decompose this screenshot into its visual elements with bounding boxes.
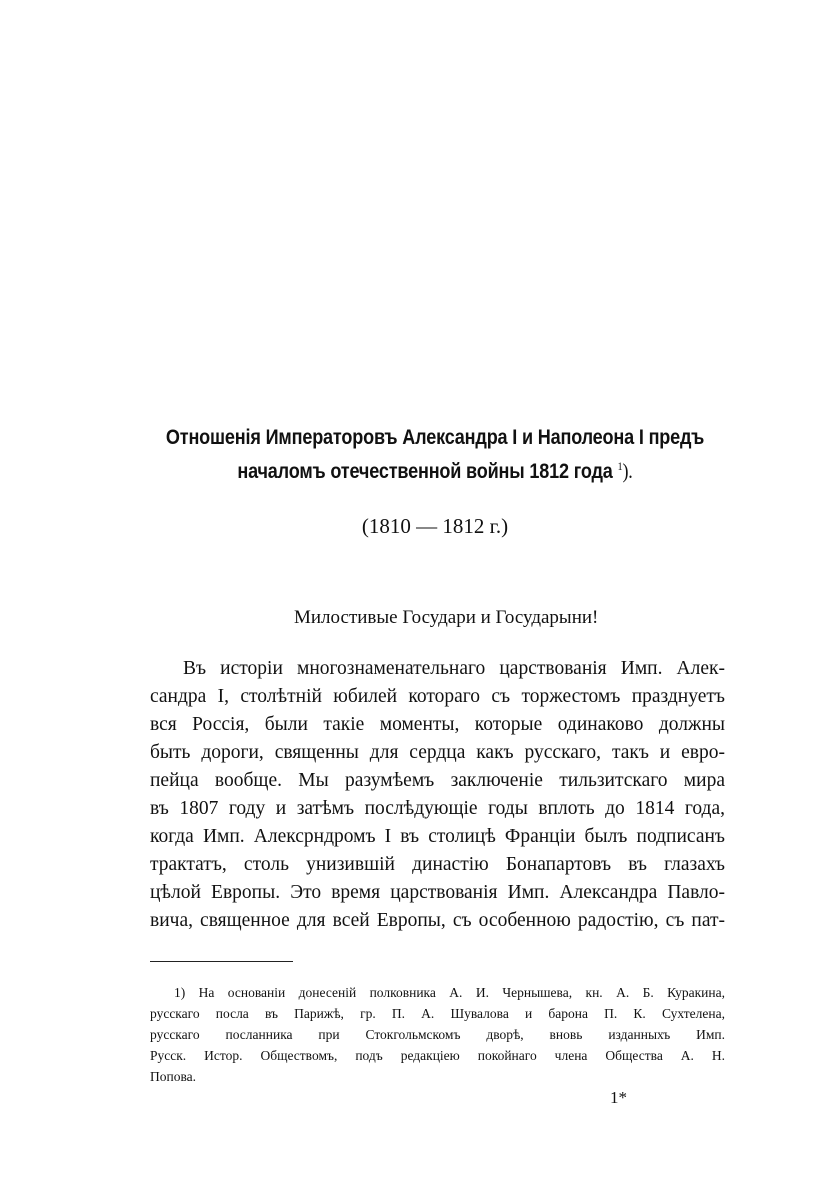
body-line: въ 1807 году и затѣмъ послѣдующіе годы вплоть до 1814 года, [150, 798, 725, 819]
heading-line-2-text: началомъ отечественной войны 1812 года [237, 460, 613, 483]
heading-line-1 [147, 426, 723, 450]
body-line: вся Россія, были такіе моменты, которые одинаково должны [150, 714, 725, 735]
footnote-line [174, 985, 725, 1001]
heading-line-1-text: Отношенія Императоровъ Александра I и Наполеона I предъ [165, 426, 705, 449]
body-line: когда Имп. Алексрндромъ I въ столицѣ Франціи былъ подписанъ [150, 826, 725, 847]
body-line: цѣлой Европы. Это время царствованія Имп. Александра Павло- [150, 882, 725, 903]
body-line: пейца вообще. Мы разумѣемъ заключеніе тильзитскаго мира [150, 770, 725, 791]
heading-line-2 [147, 459, 723, 484]
body-line: трактатъ, столь унизившій династію Бонапартовъ въ глазахъ [150, 854, 725, 875]
heading-footnote-mark: 1 [617, 459, 623, 473]
footnote-line: русскаго посланника при Стокгольмскомъ дворѣ, вновь изданныхъ Имп. [150, 1027, 725, 1042]
body-line: быть дороги, священны для сердца какъ русскаго, такъ и евро- [150, 742, 725, 763]
date-range: (1810 — 1812 г.) [361, 514, 509, 538]
heading-closing-paren: ). [622, 459, 633, 483]
footnote-line: Русск. Истор. Обществомъ, подъ редакціею покойнаго члена Общества А. Н. [150, 1048, 725, 1063]
footnote-divider [150, 961, 293, 962]
salutation: Милостивые Государи и Государыни! [294, 607, 599, 628]
page-number: 1* [610, 1088, 627, 1107]
footnote-line-text: На основаніи донесеній полковника А. И. Чернышева, кн. А. Б. Куракина, [198, 985, 725, 1000]
body-line: сандра I, столѣтній юбилей котораго съ торжестомъ празднуетъ [150, 686, 725, 707]
footnote-mark: 1) [174, 985, 186, 1000]
body-line: Въ исторіи многознаменательнаго царствованія Имп. Алек- [183, 658, 725, 679]
footnote-line: русскаго посла въ Парижѣ, гр. П. А. Шувалова и барона П. К. Сухтелена, [150, 1006, 725, 1021]
body-line: вича, священное для всей Европы, съ особенною радостію, съ пат- [150, 910, 725, 931]
footnote-line: Попова. [150, 1069, 197, 1084]
